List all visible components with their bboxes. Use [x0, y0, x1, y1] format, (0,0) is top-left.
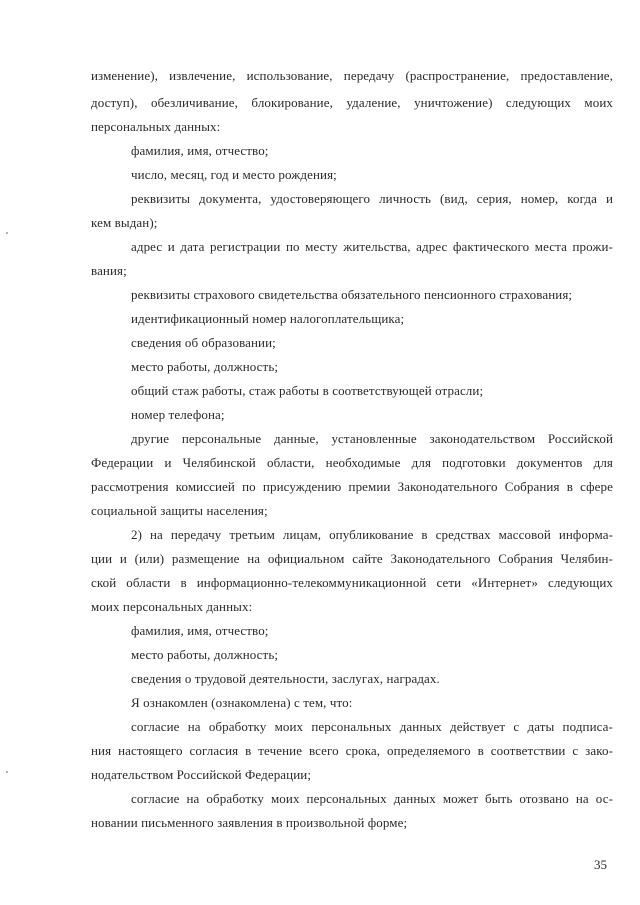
text-line: доступ), обезличивание, блокирование, удаление, уничтожение) следующих моих — [91, 95, 613, 110]
text-line: нодательством Российской Федерации; — [91, 767, 312, 782]
list-item: фамилия, имя, отчество; — [131, 623, 269, 638]
text-line: социальной защиты населения; — [91, 503, 268, 518]
list-item: реквизиты страхового свидетельства обязательного пенсионного страхования; — [131, 287, 573, 302]
list-item: сведения о трудовой деятельности, заслугах, наградах. — [131, 671, 440, 686]
scan-speck — [6, 232, 8, 234]
text-line: Федерации и Челябинской области, необходимые для подготовки документов для — [91, 455, 613, 470]
page-number: 35 — [594, 857, 607, 872]
text-line: вания; — [91, 263, 127, 278]
list-item: другие персональные данные, установленные законодательством Российской — [131, 431, 613, 446]
text-line: кем выдан); — [91, 215, 158, 230]
text-line: персональных данных: — [91, 119, 221, 134]
scan-speck — [6, 771, 8, 773]
text-line: ции и (или) размещение на официальном сайте Законодательного Собрания Челябин- — [91, 551, 613, 566]
list-item: номер телефона; — [131, 407, 225, 422]
list-item: идентификационный номер налогоплательщика; — [131, 311, 405, 326]
list-item: согласие на обработку моих персональных данных действует с даты подписа- — [131, 719, 613, 734]
paragraph-line: Я ознакомлен (ознакомлена) с тем, что: — [131, 695, 353, 710]
text-line: ния настоящего согласия в течение всего срока, определяемого в соответствии с зако- — [91, 743, 613, 758]
paragraph-line: 2) на передачу третьим лицам, опубликование в средствах массовой информа- — [131, 527, 613, 542]
list-item: адрес и дата регистрации по месту жительства, адрес фактического места прожи- — [131, 239, 613, 254]
list-item: фамилия, имя, отчество; — [131, 143, 269, 158]
text-line: изменение), извлечение, использование, передачу (распространение, предоставление, — [91, 68, 613, 83]
list-item: число, месяц, год и место рождения; — [131, 167, 337, 182]
list-item: согласие на обработку моих персональных данных может быть отозвано на ос- — [131, 791, 613, 806]
text-line: рассмотрения комиссией по присуждению премии Законодательного Собрания в сфере — [91, 479, 613, 494]
list-item: место работы, должность; — [131, 647, 279, 662]
text-line: новании письменного заявления в произвольной форме; — [91, 815, 408, 830]
text-line: ской области в информационно-телекоммуникационной сети «Интернет» следующих — [91, 575, 613, 590]
list-item: место работы, должность; — [131, 359, 279, 374]
list-item: сведения об образовании; — [131, 335, 276, 350]
text-line: моих персональных данных: — [91, 599, 253, 614]
list-item: реквизиты документа, удостоверяющего личность (вид, серия, номер, когда и — [131, 191, 613, 206]
list-item: общий стаж работы, стаж работы в соответствующей отрасли; — [131, 383, 484, 398]
